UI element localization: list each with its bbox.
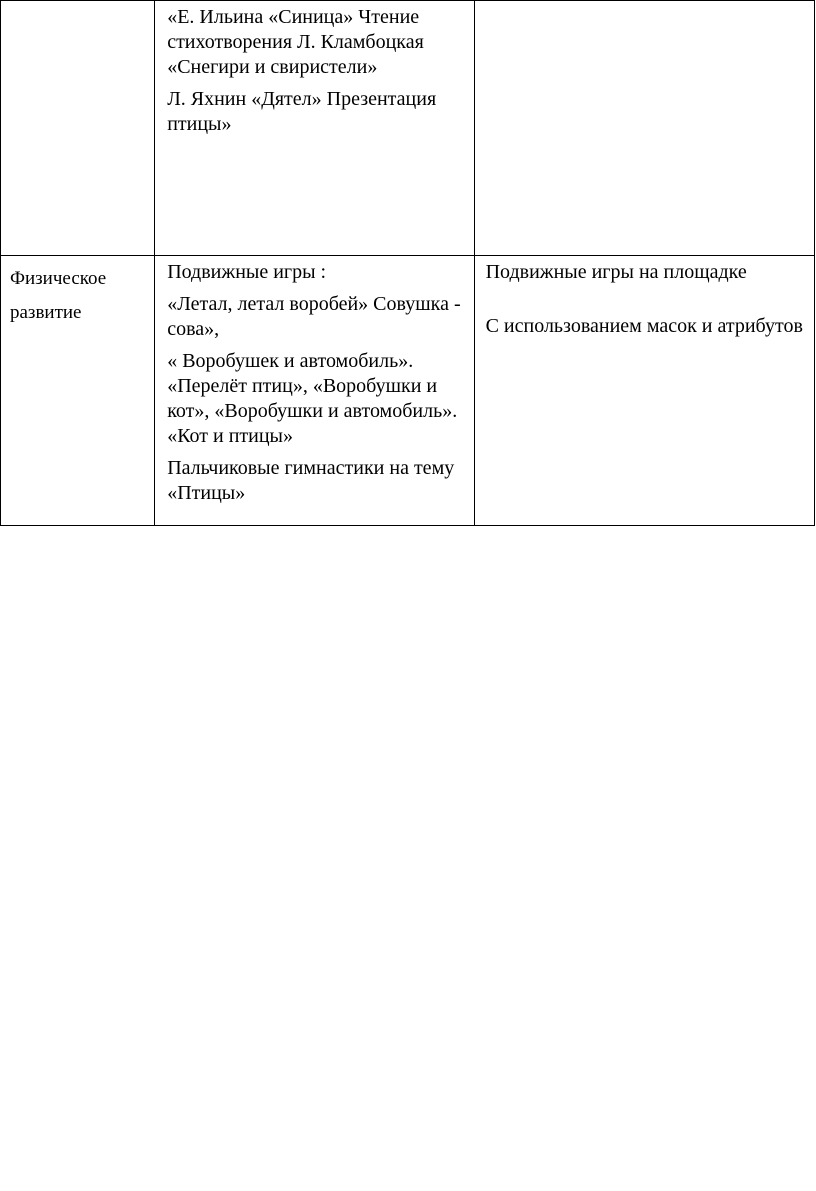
activity-text: «Летал, летал воробей» Совушка - сова»,: [167, 293, 461, 340]
activity-table: [0, 0, 815, 526]
table-cell-notes: [474, 1, 814, 256]
table-cell-notes: [474, 256, 814, 526]
activity-text: « Воробушек и автомобиль». «Перелёт птиц», «Воробушки и кот», «Воробушки и автомобиль». «Кот и птицы»: [167, 350, 458, 447]
activity-text: Подвижные игры :: [167, 261, 327, 283]
table-cell-activities: [155, 1, 474, 256]
activity-text: Пальчиковые гимнастики на тему «Птицы»: [167, 457, 455, 504]
table-row: [1, 256, 815, 526]
table-cell-section: [1, 1, 155, 256]
table-cell-section: [1, 256, 155, 526]
section-title: Физическое развитие: [10, 268, 107, 323]
note-text: Подвижные игры на площадке: [485, 261, 747, 283]
note-text: С использованием масок и атрибутов: [485, 315, 803, 337]
table-row: [1, 1, 815, 256]
activity-text: Л. Яхнин «Дятел» Презентация птицы»: [167, 88, 437, 135]
activity-text: «Е. Ильина «Синица» Чтение стихотворения Л. Кламбоцкая «Снегири и свиристели»: [167, 6, 424, 78]
table-cell-activities: [155, 256, 474, 526]
